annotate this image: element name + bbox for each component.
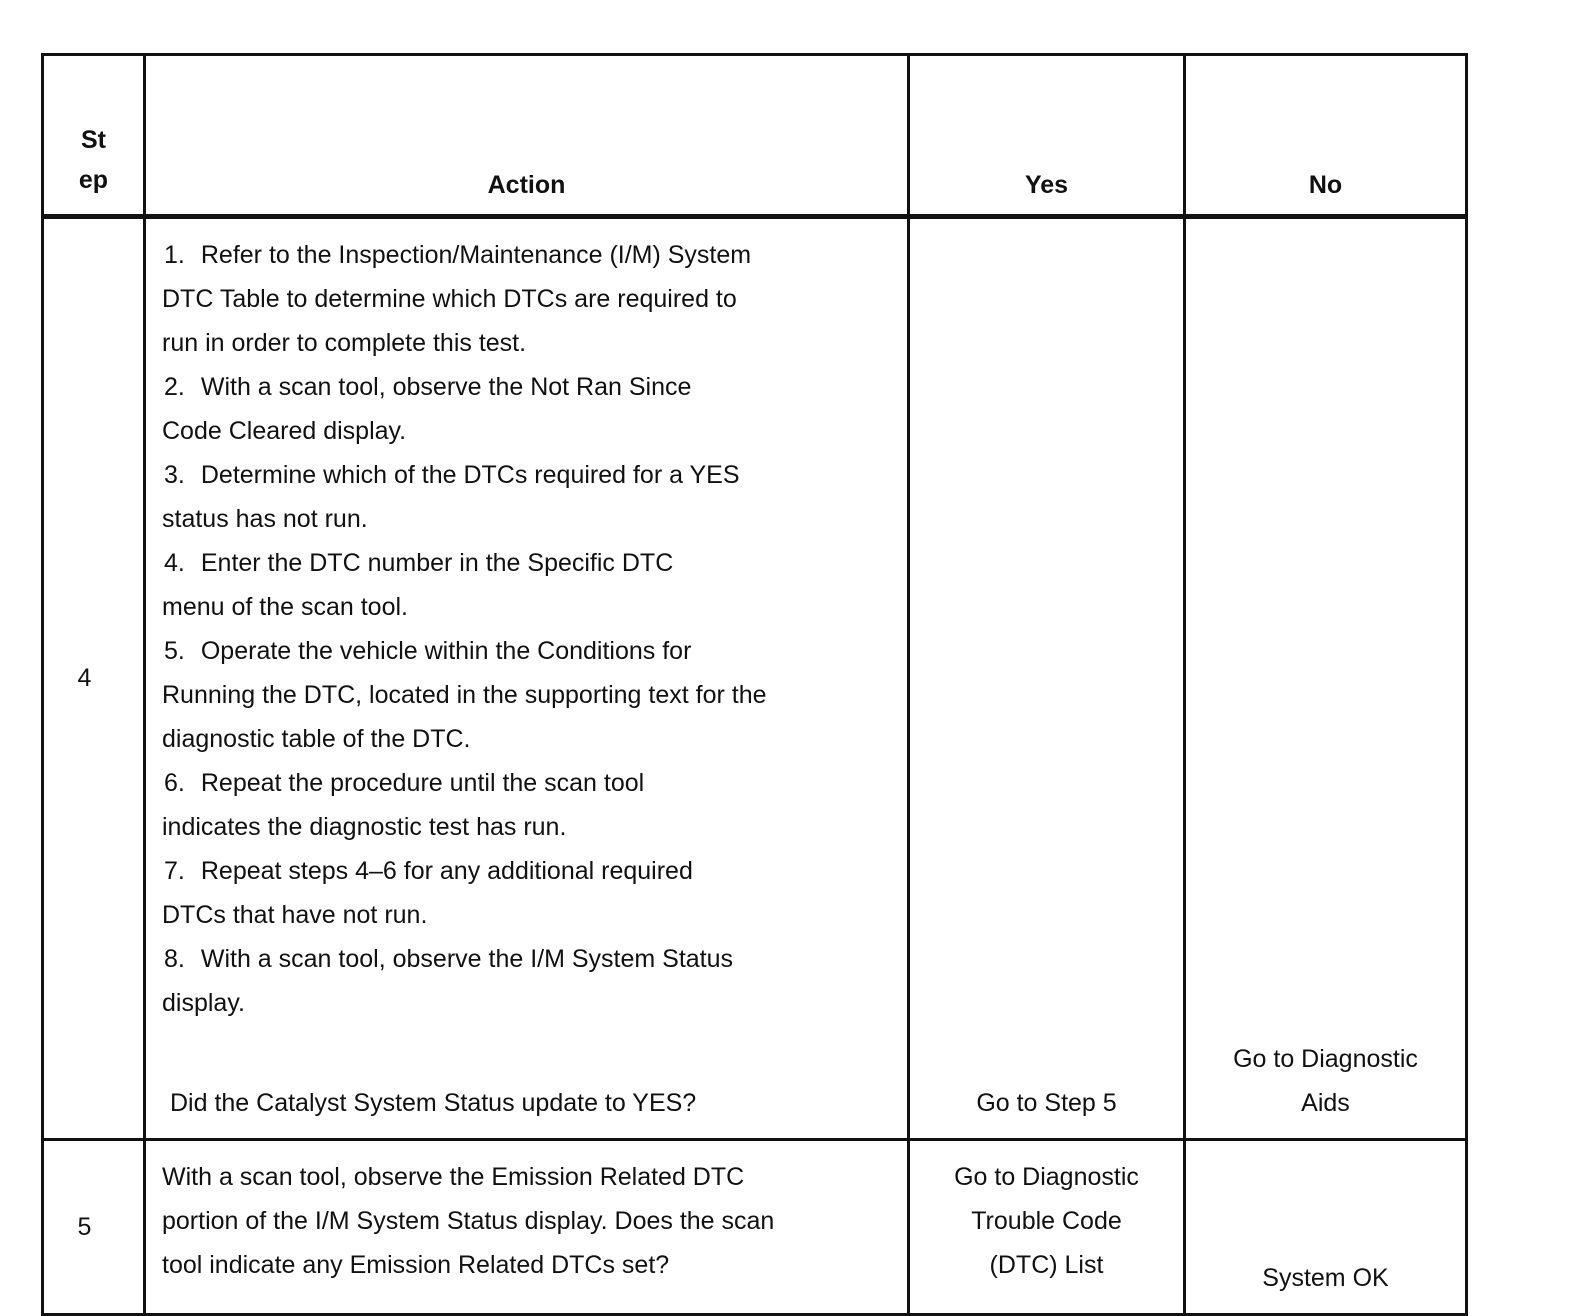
substep-number: 7.	[164, 857, 185, 885]
table-row	[43, 1140, 1467, 1315]
substep-text: Refer to the Inspection/Maintenance (I/M) System	[200, 241, 752, 269]
action-text: With a scan tool, observe the Emission Related DTC	[162, 1163, 745, 1191]
substep-text: status has not run.	[162, 505, 368, 533]
yes-outcome	[909, 217, 1185, 1140]
substep-number: 2.	[164, 373, 185, 401]
yes-outcome-text: Go to Diagnostic	[954, 1163, 1139, 1191]
substep-text: DTC Table to determine which DTCs are required to	[162, 285, 737, 313]
yes-outcome-text: Go to Step 5	[976, 1089, 1117, 1117]
substep-text: menu of the scan tool.	[162, 593, 408, 621]
substep-text: Code Cleared display.	[162, 417, 407, 445]
no-outcome-text: Go to Diagnostic	[1233, 1045, 1418, 1073]
action-cell	[145, 217, 909, 1140]
table-row	[43, 217, 1467, 1140]
header-row	[43, 55, 1467, 217]
no-outcome	[1185, 1140, 1467, 1315]
header-action: Action	[145, 55, 909, 217]
no-outcome	[1185, 217, 1467, 1140]
action-text: portion of the I/M System Status display. Does the scan	[162, 1207, 775, 1235]
substep-8	[162, 937, 897, 1025]
substep-text: indicates the diagnostic test has run.	[162, 813, 567, 841]
substep-text: With a scan tool, observe the I/M System Status	[200, 945, 734, 973]
substep-text: run in order to complete this test.	[162, 329, 527, 357]
yes-outcome	[909, 1140, 1185, 1315]
substep-number: 3.	[164, 461, 185, 489]
substep-text: Enter the DTC number in the Specific DTC	[200, 549, 674, 577]
substep-text: Repeat steps 4–6 for any additional required	[200, 857, 693, 885]
step-number: 5	[43, 1140, 145, 1315]
substep-text: Repeat the procedure until the scan tool	[200, 769, 645, 797]
substep-number: 5.	[164, 637, 185, 665]
header-step	[43, 55, 145, 217]
substep-number: 4.	[164, 549, 185, 577]
substep-text: diagnostic table of the DTC.	[162, 725, 471, 753]
substep-number: 8.	[164, 945, 185, 973]
diagnostic-table	[41, 53, 1468, 1316]
step-question: Did the Catalyst System Status update to YES?	[170, 1089, 697, 1117]
substep-text: Determine which of the DTCs required for a YES	[200, 461, 740, 489]
yes-outcome-text: Trouble Code	[971, 1207, 1122, 1235]
substep-5	[162, 629, 897, 761]
substep-number: 6.	[164, 769, 185, 797]
substep-4	[162, 541, 897, 629]
substep-1	[162, 233, 897, 365]
substep-text: DTCs that have not run.	[162, 901, 428, 929]
no-outcome-text: System OK	[1262, 1264, 1389, 1292]
substep-2	[162, 365, 897, 453]
yes-outcome-text: (DTC) List	[989, 1251, 1104, 1279]
substep-7	[162, 849, 897, 937]
action-text: tool indicate any Emission Related DTCs set?	[162, 1251, 670, 1279]
header-yes: Yes	[909, 55, 1185, 217]
substep-text: With a scan tool, observe the Not Ran Since	[200, 373, 692, 401]
header-step-line2: ep	[78, 166, 109, 194]
action-cell	[145, 1140, 909, 1315]
step-number: 4	[43, 217, 145, 1140]
substep-text: display.	[162, 989, 245, 1017]
header-no: No	[1185, 55, 1467, 217]
substep-number: 1.	[164, 241, 185, 269]
substep-6	[162, 761, 897, 849]
header-step-line1: St	[81, 126, 106, 154]
substep-text: Operate the vehicle within the Conditions for	[200, 637, 692, 665]
no-outcome-text: Aids	[1301, 1089, 1350, 1117]
substep-text: Running the DTC, located in the supporting text for the	[162, 681, 767, 709]
substep-3	[162, 453, 897, 541]
